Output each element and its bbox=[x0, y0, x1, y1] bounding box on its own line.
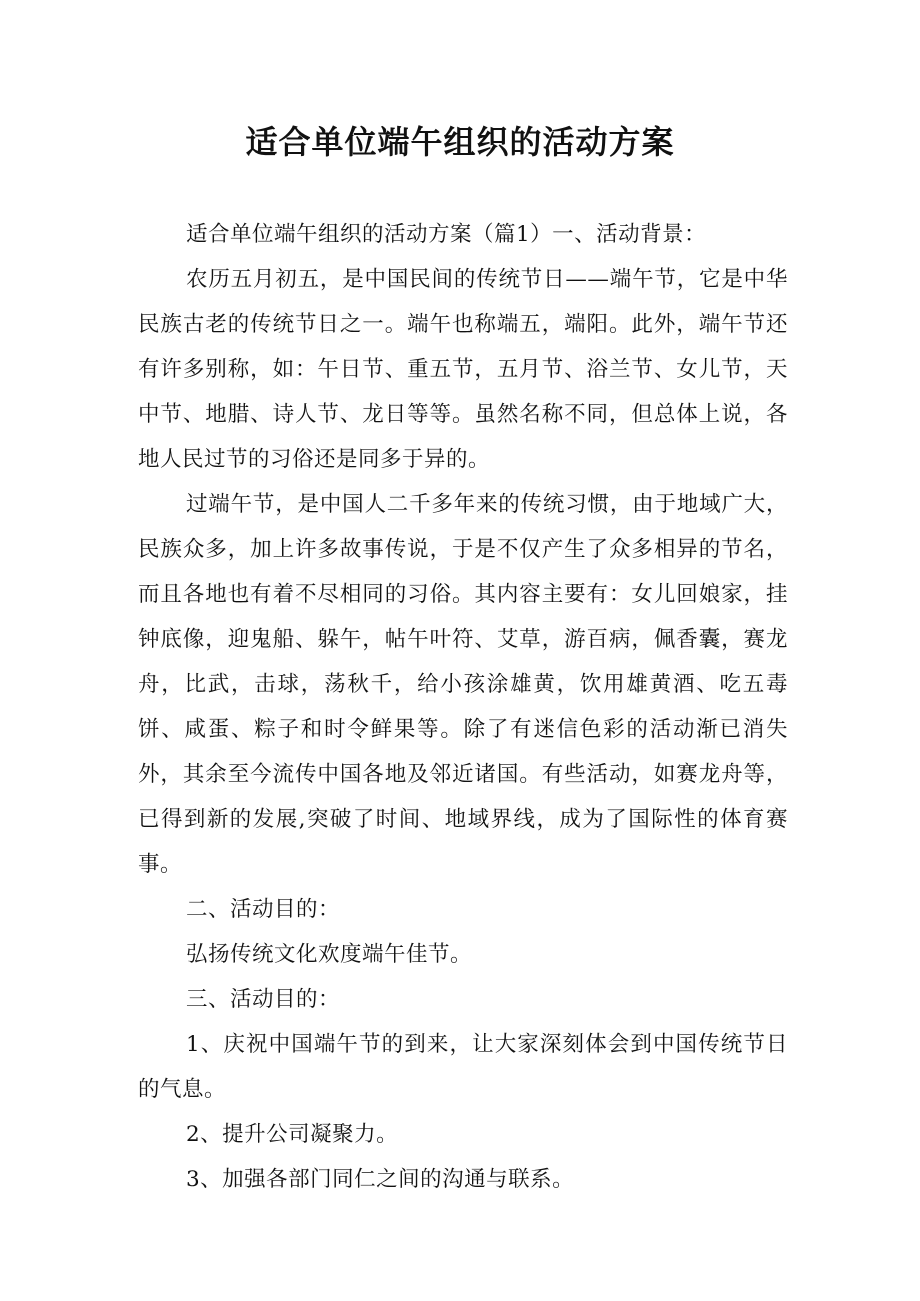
document-body bbox=[138, 212, 788, 1202]
paragraph-heading-objectives: 三、活动目的： bbox=[186, 987, 341, 1012]
paragraph-festival-customs: 过端午节，是中国人二千多年来的传统习惯，由于地域广大，民族众多，加上许多故事传说，于是不仅产生了众多相异的节名，而且各地也有着不尽相同的习俗。其内容主要有：女儿回娘家，挂钟底像，迎鬼船、躲午，帖午叶符、艾草，游百病，佩香囊，赛龙舟，比武，击球，荡秋千，给小孩涂雄黄，饮用雄黄酒、吃五毒饼、咸蛋、粽子和时令鲜果等。除了有迷信色彩的活动渐已消失外，其余至今流传中国各地及邻近诸国。有些活动，如赛龙舟等，已得到新的发展,突破了时间、地域界线，成为了国际性的体育赛事。 bbox=[138, 492, 788, 877]
paragraph-section-heading-background: 适合单位端午组织的活动方案（篇1）一、活动背景： bbox=[186, 222, 707, 247]
paragraph-heading-purpose: 二、活动目的： bbox=[186, 897, 341, 922]
paragraph-purpose-text: 弘扬传统文化欢度端午佳节。 bbox=[186, 942, 473, 967]
paragraph-festival-intro: 农历五月初五，是中国民间的传统节日——端午节，它是中华民族古老的传统节日之一。端午也称端五，端阳。此外，端午节还有许多别称，如：午日节、重五节，五月节、浴兰节、女儿节，天中节、地腊、诗人节、龙日等等。虽然名称不同，但总体上说，各地人民过节的习俗还是同多于异的。 bbox=[138, 267, 788, 472]
document-title: 适合单位端午组织的活动方案 bbox=[245, 123, 675, 161]
paragraph-objective-2: 2、提升公司凝聚力。 bbox=[186, 1122, 399, 1147]
paragraph-objective-3: 3、加强各部门同仁之间的沟通与联系。 bbox=[186, 1167, 575, 1192]
paragraph-objective-1: 1、庆祝中国端午节的到来，让大家深刻体会到中国传统节日的气息。 bbox=[138, 1032, 788, 1102]
